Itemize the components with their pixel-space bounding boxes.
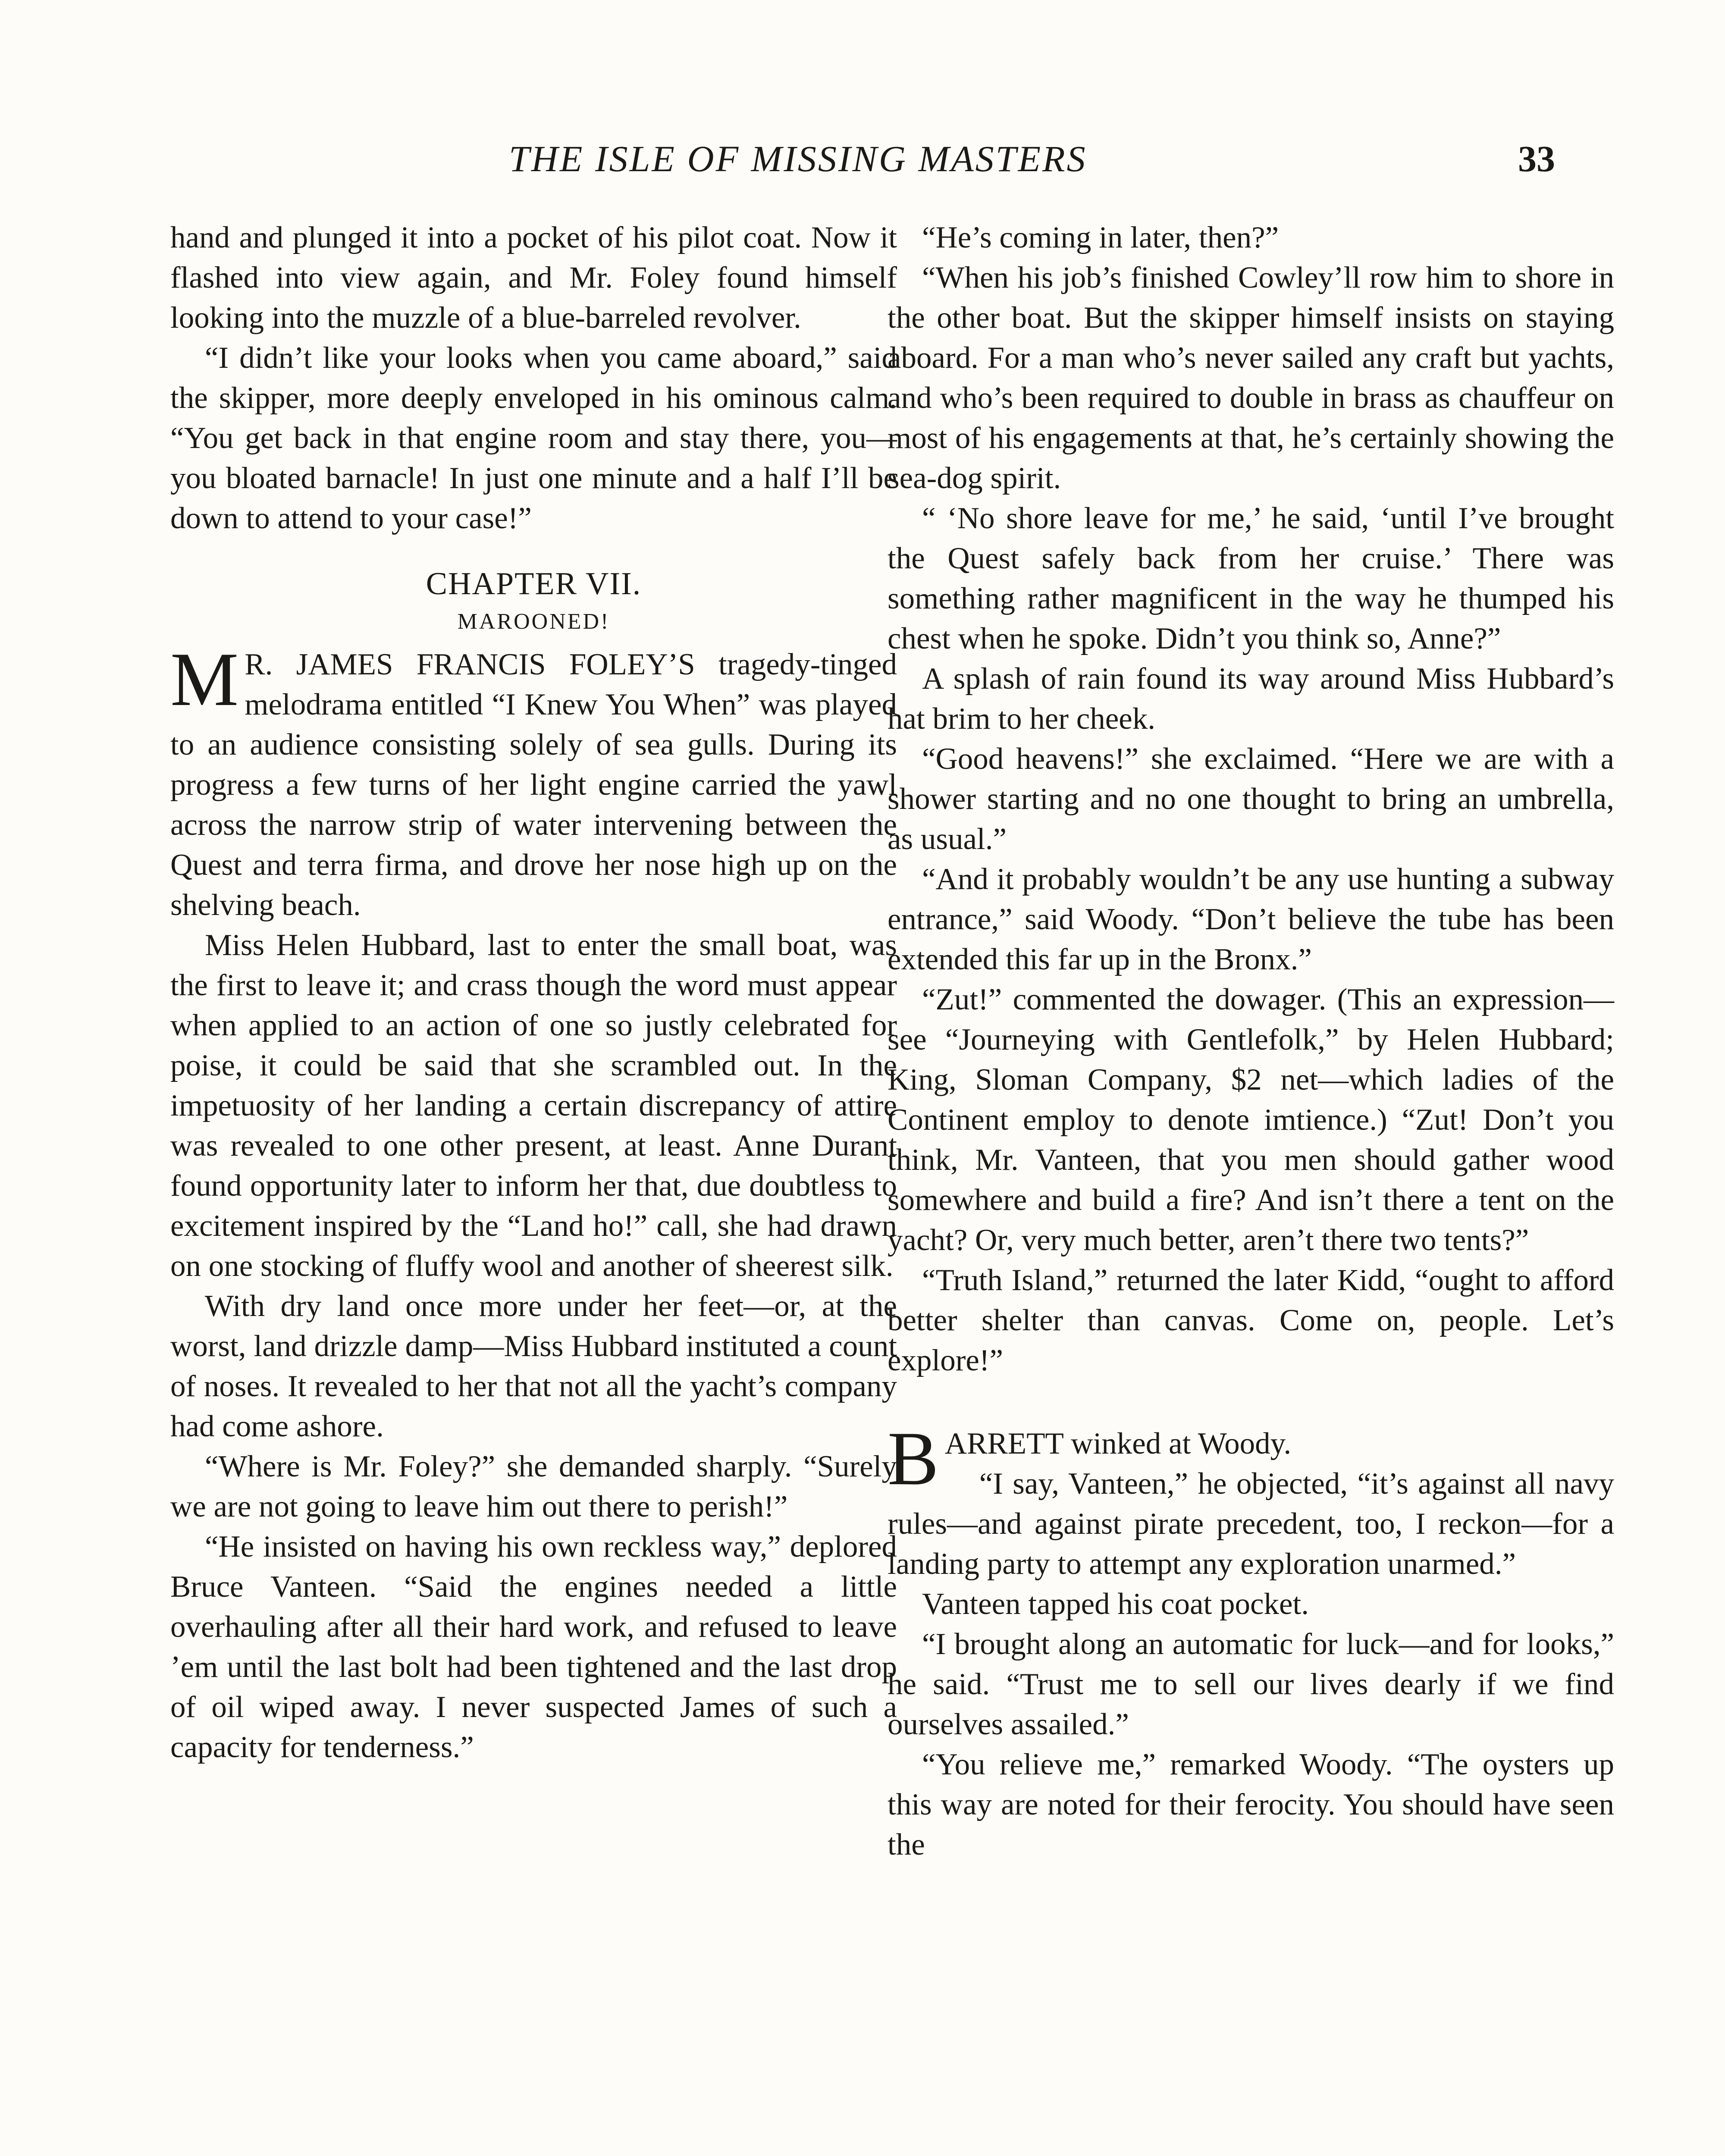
paragraph: Miss Helen Hubbard, last to enter the small boat, was the first to leave it; and crass though the word must appear when applied to an action of one so justly celebrated for poise, it could be said that she scrambled out. In the impetuosity of her landing a certain discrepancy of attire was revealed to one other present, at least. Anne Durant found opportunity later to inform her that, due doubtless to excitement inspired by the “Land ho!” call, she had drawn on one stocking of fluffy wool and another of sheerest silk.: [170, 928, 897, 1283]
paragraph: “And it probably wouldn’t be any use hunting a subway entrance,” said Woody. “Don’t believe the tube has been extended this far up in the Bronx.”: [888, 862, 1614, 976]
paragraph: hand and plunged it into a pocket of his pilot coat. Now it flashed into view again, and Mr. Foley found himself looking into the muzzle of a blue-barreled revolver.: [170, 221, 897, 335]
paragraph: Vanteen tapped his coat pocket.: [922, 1587, 1309, 1621]
paragraph: “I didn’t like your looks when you came aboard,” said the skipper, more deeply enveloped in his ominous calm. “You get back in that engine room and stay there, you—you bloated barnacle! In just one minute and a half I’ll be down to attend to your case!”: [170, 341, 897, 535]
dropcap-paragraph: BARRETT winked at Woody.: [888, 1416, 1292, 1501]
paragraph: “Where is Mr. Foley?” she demanded sharply. “Surely we are not going to leave him out there to perish!”: [170, 1450, 897, 1523]
paragraph: A splash of rain found its way around Miss Hubbard’s hat brim to her cheek.: [888, 662, 1614, 736]
paragraph: “I brought along an automatic for luck—and for looks,” he said. “Trust me to sell our lives dearly if we find ourselves assailed.”: [888, 1627, 1614, 1741]
paragraph: “You relieve me,” remarked Woody. “The oysters up this way are noted for their ferocity. You should have seen the: [888, 1748, 1614, 1861]
left-column: [170, 218, 897, 1767]
paragraph: “He’s coming in later, then?”: [922, 221, 1279, 254]
right-column: [888, 218, 1614, 1865]
paragraph: With dry land once more under her feet—or, at the worst, land drizzle damp—Miss Hubbard instituted a count of noses. It revealed to her that not all the yacht’s company had come ashore.: [170, 1289, 897, 1443]
dropcap-paragraph: MR. JAMES FRANCIS FOLEY’S tragedy-tinged melodrama entitled “I Knew You When” was played to an audience consisting solely of sea gulls. During its progress a few turns of her light engine carried the yawl across the narrow strip of water intervening between the Quest and terra firma, and drove her nose high up on the shelving beach.: [170, 636, 897, 922]
paragraph: “Truth Island,” returned the later Kidd, “ought to afford better shelter than canvas. Come on, people. Let’s explore!”: [888, 1263, 1614, 1377]
chapter-heading: CHAPTER VII.: [426, 566, 642, 602]
chapter-subtitle: MAROONED!: [457, 609, 610, 634]
running-title: THE ISLE OF MISSING MASTERS: [509, 138, 1087, 179]
paragraph: “When his job’s finished Cowley’ll row him to shore in the other boat. But the skipper himself insists on staying aboard. For a man who’s never sailed any craft but yachts, and who’s been required to double in brass as chauffeur on most of his engagements at that, he’s certainly showing the sea-dog spirit.: [888, 261, 1614, 495]
paragraph: “He insisted on having his own reckless way,” deplored Bruce Vanteen. “Said the engines needed a little overhauling after all their hard work, and refused to leave ’em until the last bolt had been tightened and the last drop of oil wiped away. I never suspected James of such a capacity for tenderness.”: [170, 1530, 897, 1764]
section-break: [888, 1381, 1614, 1424]
paragraph: “Good heavens!” she exclaimed. “Here we are with a shower starting and no one thought to bring an umbrella, as usual.”: [888, 742, 1614, 856]
paragraph: “Zut!” commented the dowager. (This an expression—see “Journeying with Gentlefolk,” by Helen Hubbard; King, Sloman Company, $2 net—which ladies of the Continent employ to denote imtience.) “Zut! Don’t you think, Mr. Vanteen, that you men should gather wood somewhere and build a fire? And isn’t there a tent on the yacht? Or, very much better, aren’t there two tents?”: [888, 983, 1614, 1257]
paragraph: “I say, Vanteen,” he objected, “it’s against all navy rules—and against pirate precedent, too, I reckon—for a landing party to attempt any exploration unarmed.”: [888, 1467, 1614, 1581]
page-number: 33: [1518, 138, 1555, 179]
paragraph: “ ‘No shore leave for me,’ he said, ‘until I’ve brought the Quest safely back from her cruise.’ There was something rather magnificent in the way he thumped his chest when he spoke. Didn’t you think so, Anne?”: [888, 501, 1614, 655]
